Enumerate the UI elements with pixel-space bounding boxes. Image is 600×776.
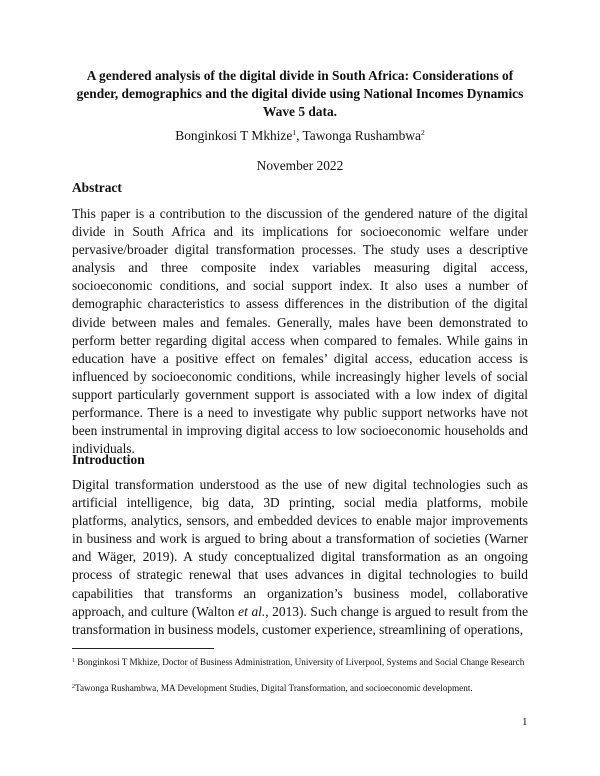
introduction-paragraph: [72, 476, 528, 639]
publication-date: November 2022: [256, 158, 344, 173]
footnote-1-mark: 1: [72, 658, 75, 664]
author-1-name: Bonginkosi T Mkhize: [175, 128, 293, 143]
abstract-paragraph: This paper is a contribution to the discussion of the gendered nature of the digital divide in South Africa and its implications for socioeconomic welfare under pervasive/broader digital transformation processes. The study uses a descriptive analysis and three composite index variables measuring digital access, socioeconomic conditions, and social support index. It also uses a number of demographic characteristics to assess differences in the distribution of the digital divide between males and females. Generally, males have been demonstrated to perform better regarding digital access when compared to females. While gains in education have a positive effect on females’ digital access, education access is influenced by socioeconomic conditions, while increasingly higher levels of social support particularly government support is associated with a low index of digital performance. There is a need to investigate why public support networks have not been instrumental in improving digital access to low socioeconomic households and individuals.: [72, 206, 528, 457]
abstract-heading: Abstract: [72, 180, 122, 195]
footnote-2-text: Tawonga Rushambwa, MA Development Studies, Digital Transformation, and socioeconomic development.: [75, 683, 473, 693]
footnote-2: [72, 682, 528, 694]
footnote-divider: [72, 648, 214, 649]
footnote-1: [72, 656, 528, 668]
author-separator: ,: [296, 128, 303, 143]
paper-title: A gendered analysis of the digital divide in South Africa: Considerations of gender, demographics and the digital divide using National Incomes Dynamics Wave 5 data.: [76, 68, 524, 119]
author-2-footnote-mark[interactable]: 2: [420, 128, 425, 137]
page-number: 1: [522, 716, 528, 728]
introduction-heading: Introduction: [72, 452, 145, 467]
footnote-2-mark: 2: [72, 684, 75, 690]
intro-text-part-2: , 2013). Such change is argued to result from the transformation in business models, customer experience, streamlining of operations,: [72, 603, 529, 637]
author-2-name: Tawonga Rushambwa: [302, 128, 421, 143]
author-1-footnote-mark[interactable]: 1: [292, 128, 297, 137]
footnote-1-text: Bonginkosi T Mkhize, Doctor of Business Administration, University of Liverpool, Systems and Social Change Research: [75, 657, 525, 667]
author-line: [72, 127, 528, 145]
intro-text-part-1: Digital transformation understood as the use of new digital technologies such as artificial intelligence, big data, 3D printing, social media platforms, mobile platforms, analytics, sensors, and embedded devices to enable major improvements in business and work is argued to bring about a transformation of societies (Warner and Wäger, 2019). A study conceptualized digital transformation as an ongoing process of strategic renewal that uses advances in digital technologies to build capabilities that transforms an organization’s business model, collaborative approach, and culture (Walton: [72, 477, 528, 619]
intro-text-italic: et al.: [238, 603, 266, 619]
